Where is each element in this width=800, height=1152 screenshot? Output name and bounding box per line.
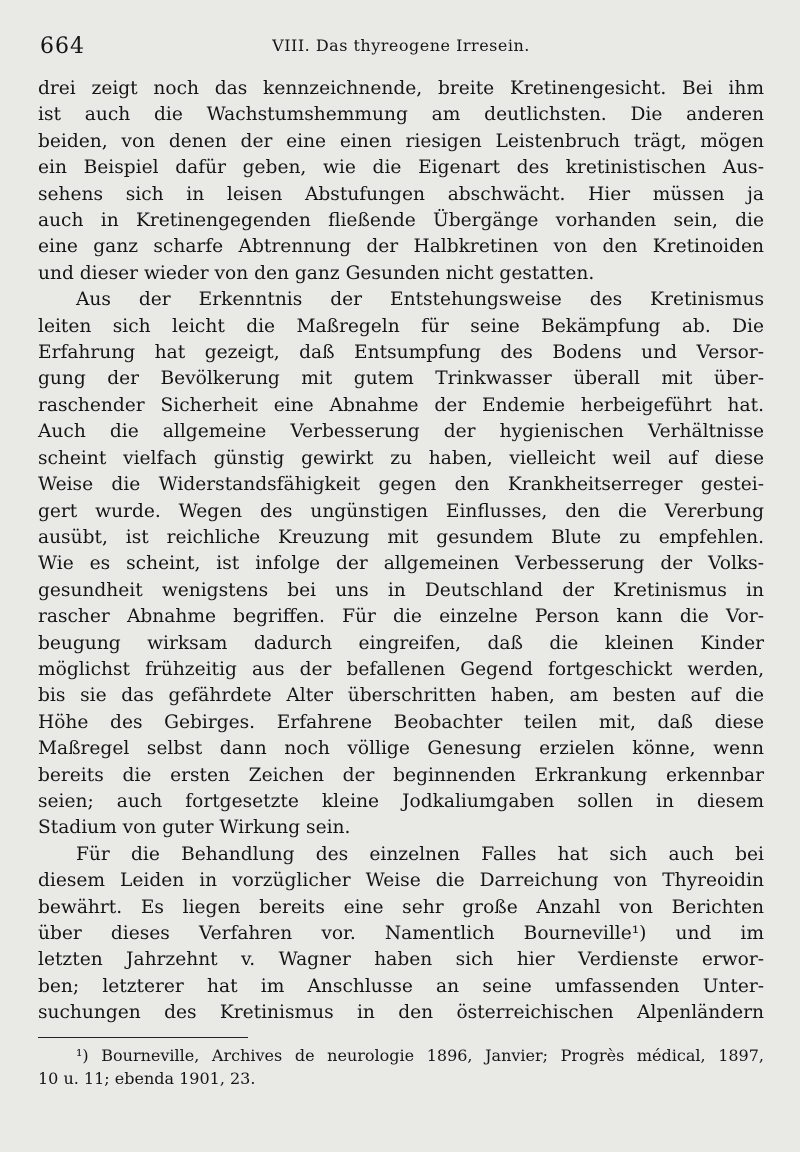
text-line: bis sie das gefährdete Alter überschritten haben, am besten auf die — [38, 685, 764, 707]
text-line: ausübt, ist reichliche Kreuzung mit gesundem Blute zu empfehlen. — [38, 526, 764, 548]
footnote-1 — [38, 1044, 764, 1090]
text-line: eine ganz scharfe Abtrennung der Halbkretinen von den Kretinoiden — [38, 236, 764, 258]
text-line: sehens sich in leisen Abstufungen abschwächt. Hier müssen ja — [38, 183, 764, 205]
text-line: beiden, von denen der eine einen riesigen Leistenbruch trägt, mögen — [38, 130, 764, 152]
text-line: gung der Bevölkerung mit gutem Trinkwasser überall mit über- — [38, 368, 764, 390]
text-line: Maßregel selbst dann noch völlige Genesung erzielen könne, wenn — [38, 738, 764, 760]
footnotes — [38, 1044, 764, 1090]
text-line: seien; auch fortgesetzte kleine Jodkaliumgaben sollen in diesem — [38, 790, 764, 812]
text-line: diesem Leiden in vorzüglicher Weise die Darreichung von Thyreoidin — [38, 870, 764, 892]
text-line: drei zeigt noch das kennzeichnende, breite Kretinengesicht. Bei ihm — [38, 78, 764, 99]
text-line: leiten sich leicht die Maßregeln für seine Bekämpfung ab. Die — [38, 315, 764, 337]
text-line: beugung wirksam dadurch eingreifen, daß die kleinen Kinder — [38, 632, 764, 654]
text-line: möglichst frühzeitig aus der befallenen Gegend fortgeschickt werden, — [38, 658, 764, 680]
chapter-title: VIII. Das thyreogene Irresein. — [272, 36, 530, 55]
text-line: ein Beispiel dafür geben, wie die Eigenart des kretinistischen Aus- — [38, 157, 764, 179]
text-line: Weise die Widerstandsfähigkeit gegen den Krankheitserreger gestei- — [38, 474, 764, 496]
text-line: und dieser wieder von den ganz Gesunden nicht gestatten. — [38, 262, 595, 284]
text-line: rascher Abnahme begriffen. Für die einzelne Person kann die Vor- — [38, 606, 764, 628]
footnote-line: ¹) Bourneville, Archives de neurologie 1896, Janvier; Progrès médical, 1897, — [76, 1045, 764, 1065]
text-line: Auch die allgemeine Verbesserung der hygienischen Verhältnisse — [38, 421, 764, 443]
page-number: 664 — [40, 34, 85, 59]
paragraph-2 — [38, 287, 764, 842]
text-line: Für die Behandlung des einzelnen Falles hat sich auch bei — [76, 843, 764, 865]
paragraph-1 — [38, 76, 764, 287]
paragraph-3 — [38, 842, 764, 1027]
text-line: gert wurde. Wegen des ungünstigen Einflusses, den die Vererbung — [38, 500, 764, 522]
text-line: über dieses Verfahren vor. Namentlich Bourneville¹) und im — [38, 923, 764, 944]
footnote-line: 10 u. 11; ebenda 1901, 23. — [38, 1068, 256, 1088]
text-line: Höhe des Gebirges. Erfahrene Beobachter teilen mit, daß diese — [38, 711, 764, 733]
body-text — [38, 76, 764, 1027]
text-line: Aus der Erkenntnis der Entstehungsweise des Kretinismus — [76, 289, 764, 311]
footnote-divider — [38, 1037, 248, 1038]
text-line: Wie es scheint, ist infolge der allgemeinen Verbesserung der Volks- — [38, 553, 764, 575]
text-line: letzten Jahrzehnt v. Wagner haben sich hier Verdienste erwor- — [38, 949, 764, 971]
text-line: ben; letzterer hat im Anschlusse an seine umfassenden Unter- — [38, 975, 764, 997]
text-line: auch in Kretinengegenden fließende Übergänge vorhanden sein, die — [38, 210, 764, 232]
text-line: Erfahrung hat gezeigt, daß Entsumpfung des Bodens und Versor- — [38, 342, 764, 364]
text-line: suchungen des Kretinismus in den österreichischen Alpenländern — [38, 1002, 764, 1024]
text-line: scheint vielfach günstig gewirkt zu haben, vielleicht weil auf diese — [38, 447, 764, 469]
text-line: Stadium von guter Wirkung sein. — [38, 817, 351, 839]
text-line: gesundheit wenigstens bei uns in Deutschland der Kretinismus in — [38, 579, 764, 601]
text-line: bewährt. Es liegen bereits eine sehr große Anzahl von Berichten — [38, 896, 764, 918]
text-line: bereits die ersten Zeichen der beginnenden Erkrankung erkennbar — [38, 764, 764, 786]
text-line: ist auch die Wachstumshemmung am deutlichsten. Die anderen — [38, 104, 764, 126]
text-line: raschender Sicherheit eine Abnahme der Endemie herbeigeführt hat. — [38, 394, 764, 416]
running-head — [38, 32, 764, 62]
